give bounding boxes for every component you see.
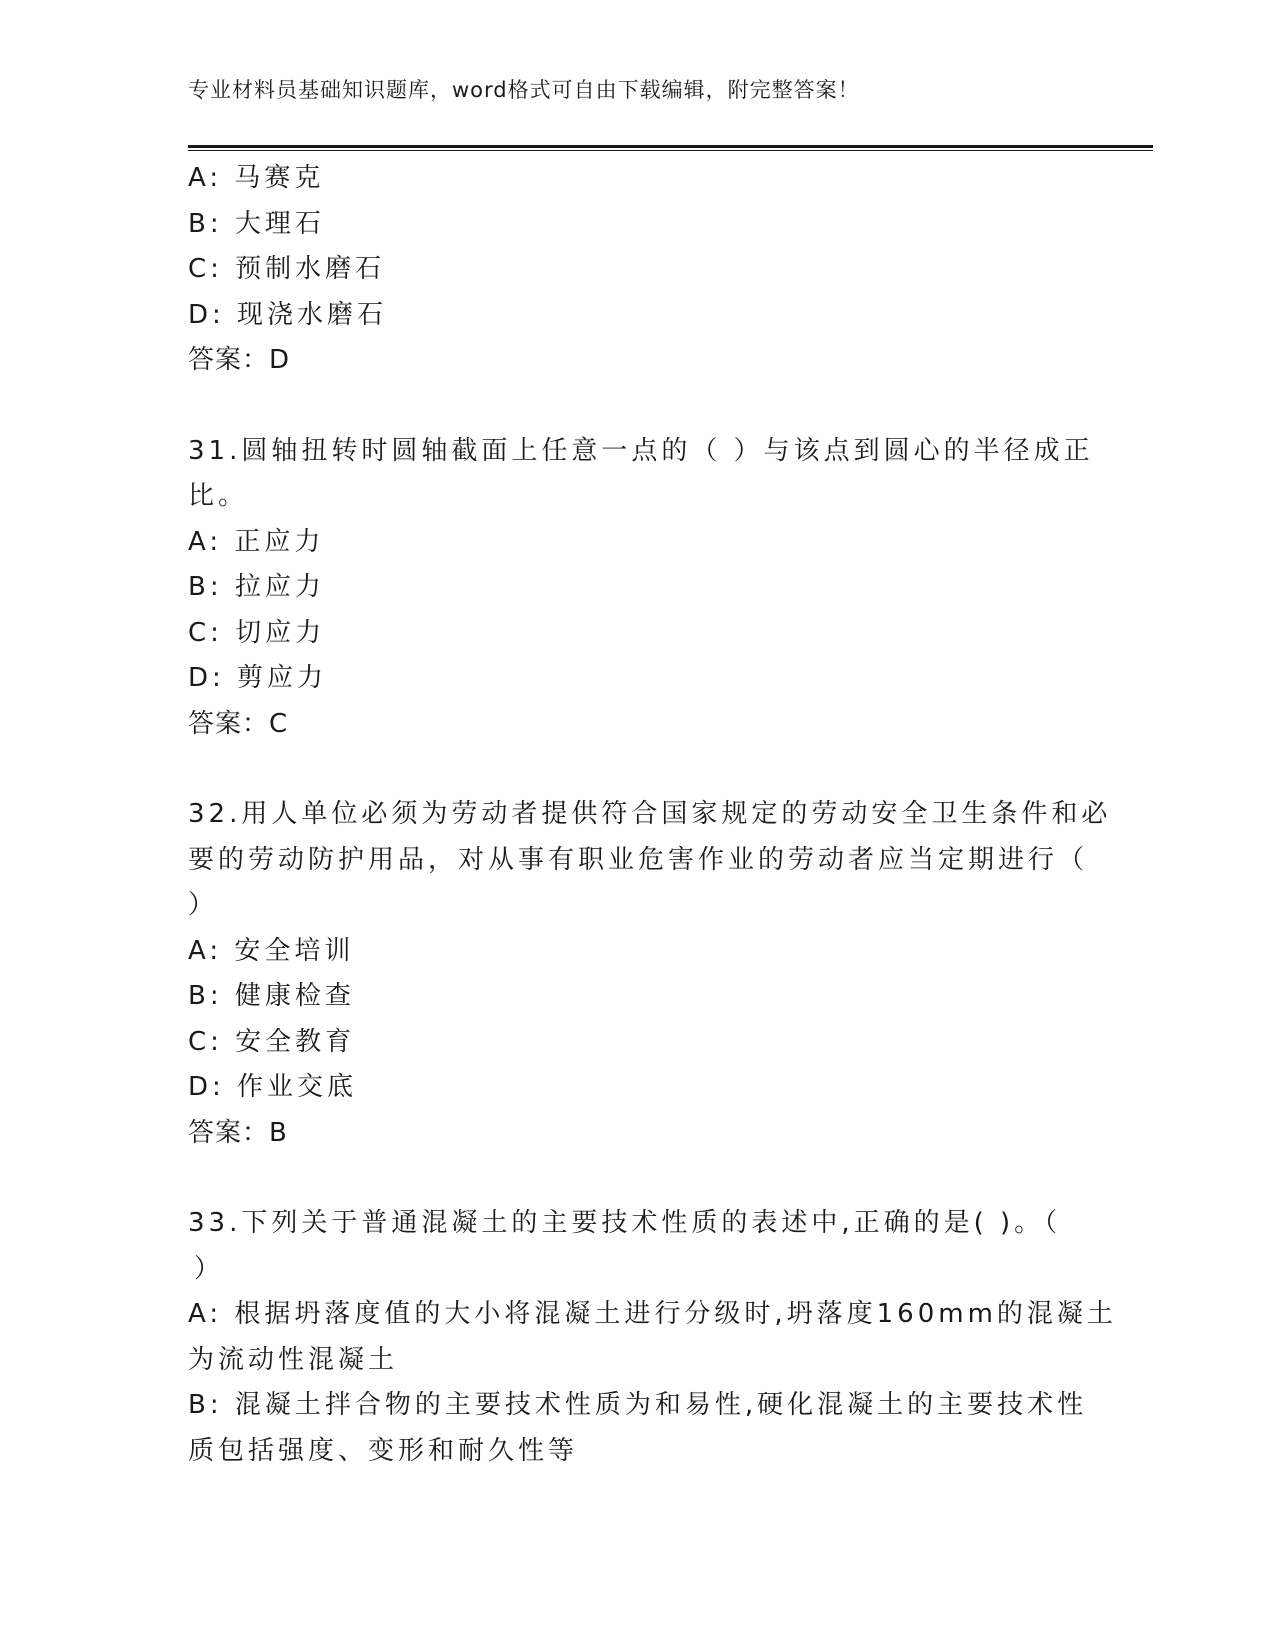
option-b: B: 混凝土拌合物的主要技术性质为和易性,硬化混凝土的主要技术性 bbox=[188, 1390, 1088, 1420]
header-divider bbox=[188, 145, 1153, 151]
option-c: C: 安全教育 bbox=[188, 1026, 356, 1057]
answer-line: 答案：C bbox=[188, 708, 289, 739]
option-c: C: 预制水磨石 bbox=[188, 254, 386, 284]
question-stem: 要的劳动防护用品，对从事有职业危害作业的劳动者应当定期进行（ bbox=[188, 844, 1089, 875]
question-block-prev bbox=[188, 156, 1068, 384]
answer-line: 答案：B bbox=[188, 1117, 288, 1148]
question-stem: 比。 bbox=[188, 481, 249, 511]
option-a: A: 正应力 bbox=[188, 526, 325, 557]
answer-line: 答案：D bbox=[188, 345, 291, 375]
question-stem: ） bbox=[194, 1253, 225, 1284]
option-b: B: 大理石 bbox=[188, 208, 325, 239]
option-d: D: 现浇水磨石 bbox=[188, 299, 388, 330]
option-c: C: 切应力 bbox=[188, 617, 326, 648]
question-stem: 31.圆轴扭转时圆轴截面上任意一点的（ ）与该点到圆心的半径成正 bbox=[188, 435, 1094, 466]
option-d: D: 作业交底 bbox=[188, 1072, 358, 1102]
question-32 bbox=[188, 792, 1112, 1156]
question-33 bbox=[188, 1201, 1117, 1474]
document-header: 专业材料员基础知识题库，word格式可自由下载编辑，附完整答案！ bbox=[188, 78, 860, 102]
question-stem: 33.下列关于普通混凝土的主要技术性质的表述中,正确的是( )。（ bbox=[188, 1208, 1062, 1238]
question-31 bbox=[188, 429, 1094, 748]
option-a-continued: 为流动性混凝土 bbox=[188, 1344, 399, 1375]
option-b-continued: 质包括强度、变形和耐久性等 bbox=[188, 1435, 579, 1466]
option-d: D: 剪应力 bbox=[188, 663, 328, 693]
option-a: A: 根据坍落度值的大小将混凝土进行分级时,坍落度160mm的混凝土 bbox=[188, 1299, 1117, 1329]
question-stem: ） bbox=[188, 890, 219, 920]
option-b: B: 健康检查 bbox=[188, 981, 355, 1011]
option-a: A: 安全培训 bbox=[188, 935, 355, 966]
question-list bbox=[188, 156, 1117, 1474]
question-stem: 32.用人单位必须为劳动者提供符合国家规定的劳动安全卫生条件和必 bbox=[188, 799, 1112, 829]
option-b: B: 拉应力 bbox=[188, 572, 325, 602]
option-a: A: 马赛克 bbox=[188, 163, 325, 193]
